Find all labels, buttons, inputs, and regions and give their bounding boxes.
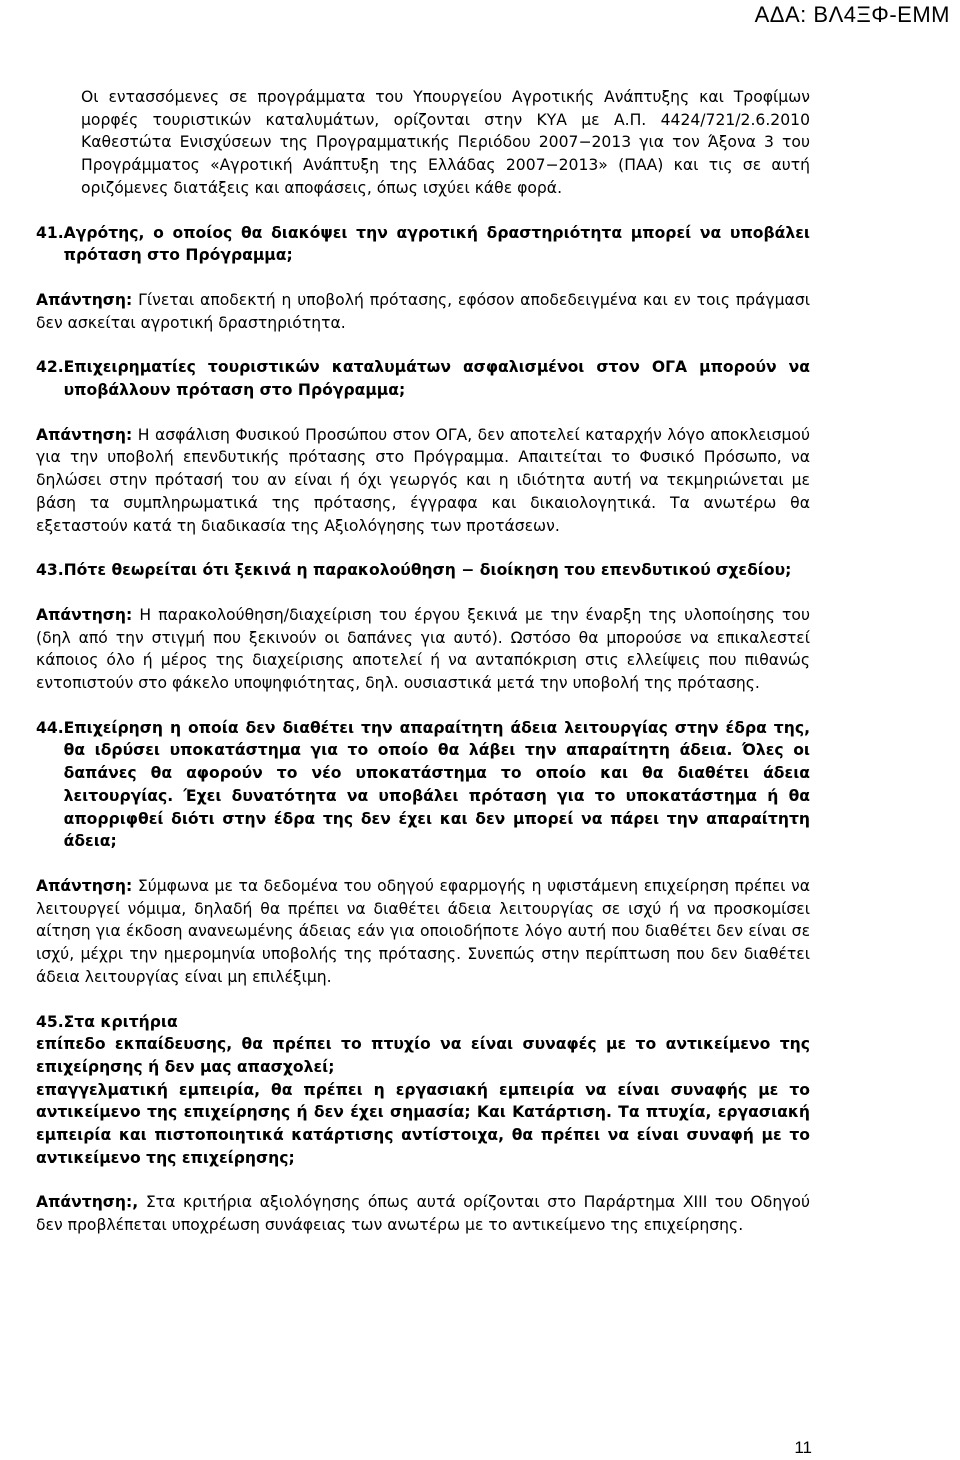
question-44 [36, 717, 810, 853]
intro-paragraph: Οι εντασσόμενες σε προγράμματα του Υπουργείου Αγροτικής Ανάπτυξης και Τροφίμων μορφές τουριστικών καταλυμάτων, ορίζονται στην ΚΥΑ με Α.Π. 4424/721/2.6.2010 Καθεστώτα Ενισχύσεων της Προγραμματικής Περιόδου 2007−2013 για τον Άξονα 3 του Προγράμματος «Αγροτική Ανάπτυξη της Ελλάδας 2007−2013» (ΠΑΑ) και τις σε αυτή οριζόμενες διατάξεις και αποφάσεις, όπως ισχύει κάθε φορά. [81, 88, 810, 197]
criterion-education: επίπεδο εκπαίδευσης, θα πρέπει το πτυχίο να είναι συναφές με το αντικείμενο της επιχείρησης ή δεν μας απασχολεί; [36, 1035, 810, 1076]
document-body [36, 86, 810, 1237]
question-text: Αγρότης, ο οποίος θα διακόψει την αγροτική δραστηριότητα μπορεί να υποβάλει πρόταση στο Πρόγραμμα; [63, 223, 810, 265]
question-text: Επιχείρηση η οποία δεν διαθέτει την απαραίτητη άδεια λειτουργίας στην έδρα της, θα ιδρύσει υποκατάστημα για το οποίο θα λάβει την απαραίτητη άδεια. Όλες οι δαπάνες θα αφορούν το νέο υποκατάστημα το οποίο και θα διαθέτει άδεια λειτουργίας. Έχει δυνατότητα να υποβάλει πρόταση για το υποκατάστημα ή θα απορριφθεί διότι στην έδρα της δεν έχει και δεν μπορεί να πάρει την απαραίτητη άδεια; [63, 718, 810, 851]
question-text: Επιχειρηματίες τουριστικών καταλυμάτων ασφαλισμένοι στον ΟΓΑ μπορούν να υποβάλλουν πρόταση στο Πρόγραμμα; [63, 358, 810, 400]
answer-45 [36, 1191, 810, 1236]
answer-text: Η παρακολούθηση/διαχείριση του έργου ξεκινά με την έναρξη της υλοποίησης του (δηλ από την στιγμή που ξεκινούν οι δαπάνες για αυτό). Ωστόσο θα μπορούσε να επικαλεστεί κάποιος όλο ή μέρος της διαχείρισης αποτελεί ή να ανταπόκριση στις ελλείψεις που πιθανώς εντοπιστούν στο φάκελο υποψηφιότητας, δηλ. ουσιαστικά μετά την υποβολή της πρότασης. [36, 605, 810, 693]
question-45 [36, 1011, 810, 1034]
answer-44 [36, 875, 810, 989]
question-42 [36, 356, 810, 401]
answer-text: Η ασφάλιση Φυσικού Προσώπου στον ΟΓΑ, δεν αποτελεί καταρχήν λόγο αποκλεισμού για την υποβολή επενδυτικής πρότασης στο Πρόγραμμα. Απαιτείται το Φυσικό Πρόσωπο, να δηλώσει στην πρότασή του αν είναι ή όχι γεωργός και η ιδιότητα αυτή να τεκμηριώνεται με βάση τα συμπληρωματικά της πρότασης, έγγραφα και δικαιολογητικά. Τα ανωτέρω θα εξεταστούν κατά τη διαδικασία της Αξιολόγησης των προτάσεων. [36, 425, 810, 535]
answer-label: Απάντηση: [36, 605, 133, 624]
ada-header: ΑΔΑ: ΒΛ4ΞΦ-ΕΜΜ [754, 2, 950, 27]
question-text: Πότε θεωρείται ότι ξεκινά η παρακολούθηση − διοίκηση του επενδυτικού σχεδίου; [63, 561, 792, 580]
answer-41 [36, 289, 810, 334]
question-number: 43. [36, 561, 64, 580]
question-number: 45. [36, 1012, 64, 1031]
question-41 [36, 222, 810, 267]
question-43 [36, 559, 810, 582]
criterion-experience: επαγγελματική εμπειρία, θα πρέπει η εργασιακή εμπειρία να είναι συναφής με το αντικείμενο της επιχείρησης ή δεν έχει σημασία; Και Κατάρτιση. Τα πτυχία, εργασιακή εμπειρία και πιστοποιητικά κατάρτισης αντίστοιχα, θα πρέπει να είναι συναφή με το αντικείμενο της επιχείρησης; [36, 1080, 810, 1167]
answer-43 [36, 604, 810, 695]
answer-text: Γίνεται αποδεκτή η υποβολή πρότασης, εφόσον αποδεδειγμένα και εν τοις πράγμασι δεν ασκείται αγροτική δραστηριότητα. [36, 290, 810, 332]
page-number: 11 [794, 1438, 812, 1457]
answer-label: Απάντηση: [36, 425, 133, 444]
question-number: 41. [36, 223, 64, 242]
answer-42 [36, 424, 810, 538]
question-text: Στα κριτήρια [63, 1012, 178, 1031]
answer-label: Απάντηση:, [36, 1193, 139, 1212]
answer-label: Απάντηση: [36, 290, 133, 309]
answer-label: Απάντηση: [36, 876, 133, 895]
question-number: 44. [36, 718, 64, 737]
answer-text: Σύμφωνα με τα δεδομένα του οδηγού εφαρμογής η υφιστάμενη επιχείρηση πρέπει να λειτουργεί νόμιμα, δηλαδή θα πρέπει να διαθέτει άδεια λειτουργίας σε ισχύ ή να προσκομίσει αίτηση για έκδοση ανανεωμένης άδειας εάν για οποιοδήποτε λόγο αυτή που διαθέτει δεν είναι σε ισχύ, μέχρι την ημερομηνία υποβολής της πρότασης. Συνεπώς στην περίπτωση που δεν διαθέτει άδεια λειτουργίας είναι μη επιλέξιμη. [36, 876, 810, 986]
question-number: 42. [36, 358, 64, 377]
answer-text: Στα κριτήρια αξιολόγησης όπως αυτά ορίζονται στο Παράρτημα ΧΙΙΙ του Οδηγού δεν προβλέπεται υποχρέωση συνάφειας των ανωτέρω με το αντικείμενο της επιχείρησης. [36, 1193, 810, 1235]
